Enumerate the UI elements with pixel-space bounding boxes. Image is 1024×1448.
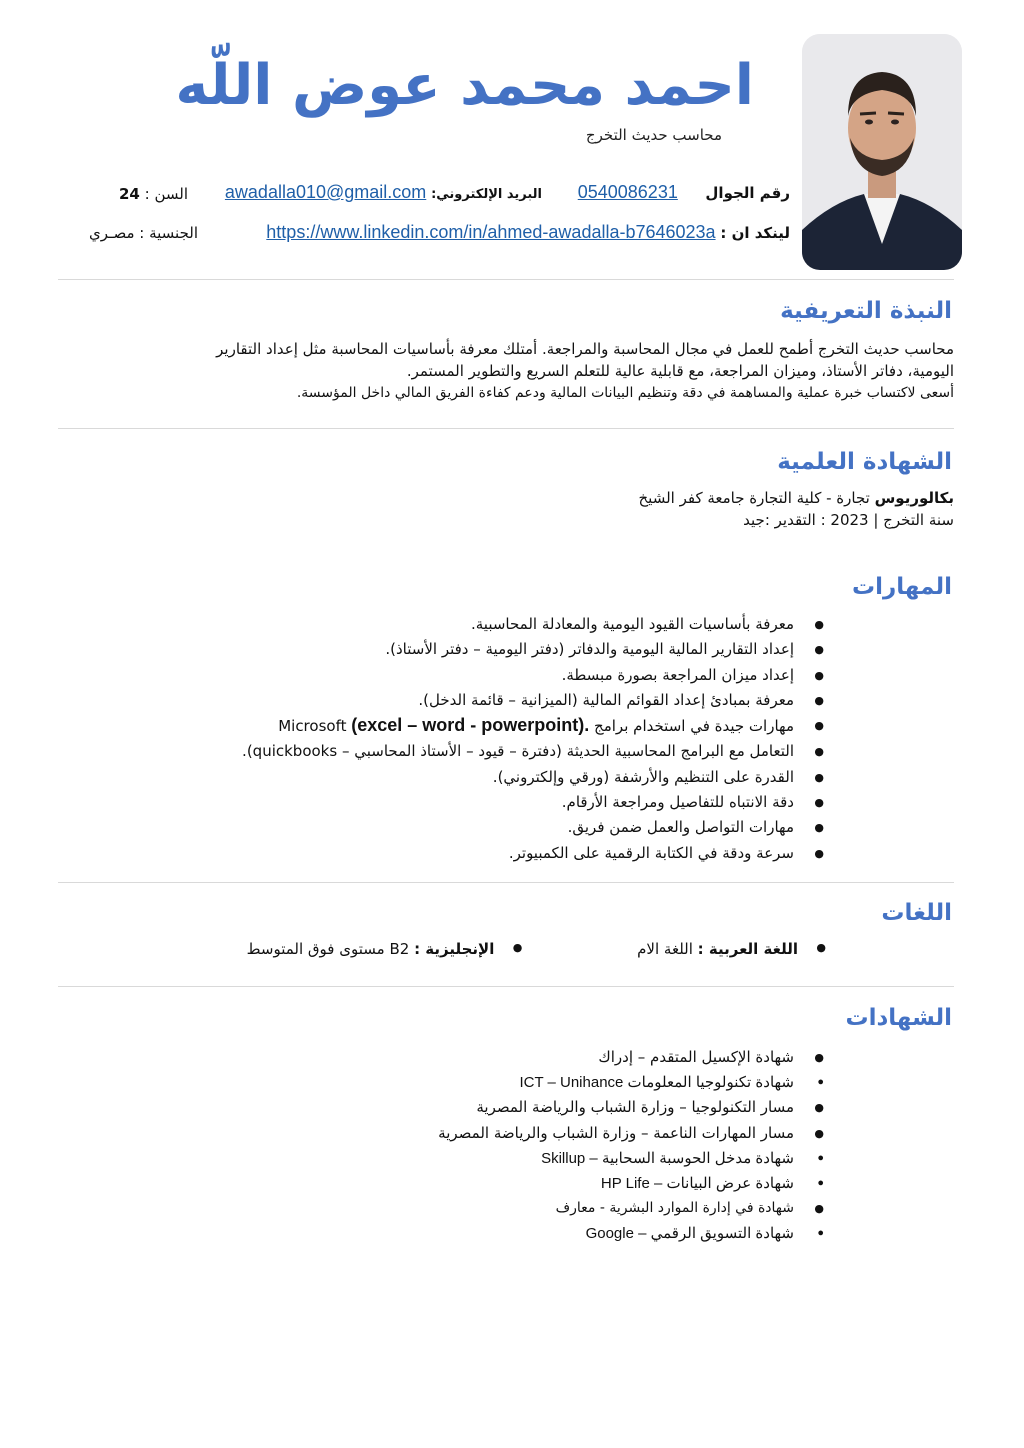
skill-item: ● إعداد ميزان المراجعة بصورة مبسطة. [242, 663, 824, 688]
certificate-item: ● مسار التكنولوجيا – وزارة الشباب والرياضة المصرية [438, 1095, 824, 1120]
education-heading: الشهادة العلمية [777, 449, 952, 475]
degree-type: بكالوريوس [874, 489, 954, 507]
profile-text [54, 338, 954, 404]
linkedin-link[interactable]: https://www.linkedin.com/in/ahmed-awadalla-b7646023a [266, 222, 716, 242]
skill-item: ● القدرة على التنظيم والأرشفة (ورقي وإلكتروني). [242, 765, 824, 790]
skill-item: ● مهارات التواصل والعمل ضمن فريق. [242, 815, 824, 840]
age-value: 24 [118, 185, 140, 203]
phone-link[interactable]: 0540086231 [577, 182, 678, 202]
languages-heading: اللغات [881, 900, 952, 926]
profile-photo-illustration [802, 34, 962, 270]
nationality: الجنسية : مصـري [89, 224, 198, 242]
email-link[interactable]: awadalla010@gmail.com [224, 182, 427, 202]
skill-item: ● إعداد التقارير المالية اليومية والدفاتر (دفتر اليومية – دفتر الأستاذ). [242, 637, 824, 662]
profile-line-1: محاسب حديث التخرج أطمح للعمل في مجال المحاسبة والمراجعة. أمتلك معرفة بأساسيات المحاسبة مثل إعداد التقارير [216, 340, 954, 358]
skill-office-apps: (excel – word - powerpoint). [351, 715, 590, 736]
linkedin-line [266, 222, 790, 243]
profile-line-3: أسعى لاكتساب خبرة عملية والمساهمة في دقة وتنظيم البيانات المالية ودعم كفاءة الفريق المالي داخل المؤسسة. [296, 385, 954, 401]
skills-list [242, 612, 824, 866]
education-text [54, 487, 954, 531]
skill-item: ● التعامل مع البرامج المحاسبية الحديثة (دفترة – قيود – الأستاذ المحاسبي – quickbooks). [242, 739, 824, 764]
phone-label: رقم الجوال [705, 184, 790, 202]
certificates-heading: الشهادات [845, 1005, 952, 1031]
languages-row [247, 940, 826, 958]
skill-office-text: مهارات جيدة في استخدام برامج Microsoft [278, 717, 794, 736]
linkedin-label: لينكد ان : [720, 224, 790, 242]
profile-heading: النبذة التعريفية [780, 298, 952, 324]
divider [58, 986, 954, 987]
certificate-item: ● شهادة الإكسيل المتقدم – إدراك [438, 1045, 824, 1070]
age-line [119, 185, 188, 203]
skill-item [242, 713, 824, 739]
certificates-list [438, 1045, 824, 1247]
divider [58, 428, 954, 429]
english-level: B2 مستوى فوق المتوسط [246, 940, 415, 958]
certificate-item: ● مسار المهارات الناعمة – وزارة الشباب والرياضة المصرية [438, 1121, 824, 1146]
skill-item: ● سرعة ودقة في الكتابة الرقمية على الكمبيوتر. [242, 841, 824, 866]
skill-item: ● معرفة بمبادئ إعداد القوائم المالية (الميزانية – قائمة الدخل). [242, 688, 824, 713]
certificate-item: ● شهادة التسويق الرقمي – Google [438, 1221, 824, 1246]
language-arabic [637, 940, 826, 958]
skill-item: ● معرفة بأساسيات القيود اليومية والمعادلة المحاسبية. [242, 612, 824, 637]
language-english [247, 940, 523, 958]
divider [58, 882, 954, 883]
divider [58, 279, 954, 280]
profile-photo [802, 34, 962, 270]
arabic-label: اللغة العربية : [697, 940, 798, 958]
job-title: محاسب حديث التخرج [585, 126, 722, 144]
profile-line-2: اليومية، دفاتر الأستاذ، وميزان المراجعة، مع قابلية عالية للتعلم السريع والتطوير المستمر. [406, 362, 954, 380]
email-label: البريد الإلكتروني: [431, 187, 542, 202]
candidate-name: احمد محمد عوض اللّه [175, 53, 754, 118]
certificate-item: ● شهادة في إدارة الموارد البشرية - معارف [438, 1196, 824, 1221]
english-label: الإنجليزية : [414, 940, 495, 958]
graduation-details: سنة التخرج | 2023 : التقدير :جيد [743, 511, 954, 529]
skills-heading: المهارات [852, 574, 952, 600]
certificate-item: ● شهادة تكنولوجيا المعلومات ICT – Unihance [438, 1070, 824, 1095]
certificate-item: ● شهادة عرض البيانات – HP Life [438, 1171, 824, 1196]
arabic-level: اللغة الام [637, 940, 698, 958]
certificate-item: ● شهادة مدخل الحوسبة السحابية – Skillup [438, 1146, 824, 1171]
degree-name: تجارة - كلية التجارة جامعة كفر الشيخ [638, 489, 875, 507]
age-label: السن : [144, 185, 188, 203]
skill-item: ● دقة الانتباه للتفاصيل ومراجعة الأرقام. [242, 790, 824, 815]
email-line [225, 182, 542, 203]
phone-line [578, 182, 790, 203]
